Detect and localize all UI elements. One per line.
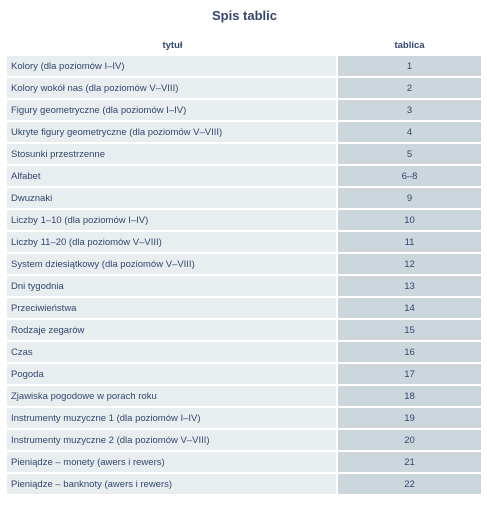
row-plate-number: 12 bbox=[338, 254, 481, 274]
row-plate-number: 1 bbox=[338, 56, 481, 76]
table-row bbox=[7, 166, 481, 186]
row-title: Figury geometryczne (dla poziomów I–IV) bbox=[7, 100, 338, 120]
column-header-title: tytuł bbox=[162, 40, 183, 51]
row-title: Pogoda bbox=[7, 364, 338, 384]
row-plate-number: 9 bbox=[338, 188, 481, 208]
row-title: Przeciwieństwa bbox=[7, 298, 338, 318]
row-title: Stosunki przestrzenne bbox=[7, 144, 338, 164]
row-plate-number: 19 bbox=[338, 408, 481, 428]
row-title: Pieniądze – banknoty (awers i rewers) bbox=[7, 474, 338, 494]
table-of-plates bbox=[7, 35, 481, 496]
table-row bbox=[7, 276, 481, 296]
table-row bbox=[7, 78, 481, 98]
row-title: Kolory wokół nas (dla poziomów V–VIII) bbox=[7, 78, 338, 98]
table-row bbox=[7, 342, 481, 362]
table-row bbox=[7, 298, 481, 318]
row-plate-number: 15 bbox=[338, 320, 481, 340]
row-plate-number: 2 bbox=[338, 78, 481, 98]
table-header-row bbox=[7, 37, 481, 54]
table-row bbox=[7, 430, 481, 450]
row-plate-number: 5 bbox=[338, 144, 481, 164]
row-title: Ukryte figury geometryczne (dla poziomów V–VIII) bbox=[7, 122, 338, 142]
table-row bbox=[7, 452, 481, 472]
row-title: System dziesiątkowy (dla poziomów V–VIII) bbox=[7, 254, 338, 274]
table-row bbox=[7, 56, 481, 76]
page-title: Spis tablic bbox=[211, 8, 278, 23]
row-plate-number: 17 bbox=[338, 364, 481, 384]
column-header-plate: tablica bbox=[394, 40, 425, 51]
table-body bbox=[7, 56, 481, 494]
row-plate-number: 14 bbox=[338, 298, 481, 318]
row-title: Dwuznaki bbox=[7, 188, 338, 208]
row-plate-number: 18 bbox=[338, 386, 481, 406]
table-row bbox=[7, 210, 481, 230]
row-title: Dni tygodnia bbox=[7, 276, 338, 296]
table-row bbox=[7, 474, 481, 494]
row-plate-number: 6–8 bbox=[338, 166, 481, 186]
row-plate-number: 10 bbox=[338, 210, 481, 230]
row-title: Instrumenty muzyczne 1 (dla poziomów I–IV) bbox=[7, 408, 338, 428]
row-plate-number: 20 bbox=[338, 430, 481, 450]
table-row bbox=[7, 232, 481, 252]
row-plate-number: 13 bbox=[338, 276, 481, 296]
row-title: Kolory (dla poziomów I–IV) bbox=[7, 56, 338, 76]
table-row bbox=[7, 100, 481, 120]
table-row bbox=[7, 408, 481, 428]
row-plate-number: 22 bbox=[338, 474, 481, 494]
row-plate-number: 3 bbox=[338, 100, 481, 120]
table-row bbox=[7, 122, 481, 142]
table-row bbox=[7, 364, 481, 384]
row-title: Rodzaje zegarów bbox=[7, 320, 338, 340]
row-title: Zjawiska pogodowe w porach roku bbox=[7, 386, 338, 406]
row-plate-number: 11 bbox=[338, 232, 481, 252]
row-plate-number: 4 bbox=[338, 122, 481, 142]
row-title: Liczby 1–10 (dla poziomów I–IV) bbox=[7, 210, 338, 230]
row-title: Alfabet bbox=[7, 166, 338, 186]
table-row bbox=[7, 320, 481, 340]
table-row bbox=[7, 386, 481, 406]
table-row bbox=[7, 188, 481, 208]
row-title: Liczby 11–20 (dla poziomów V–VIII) bbox=[7, 232, 338, 252]
table-row bbox=[7, 254, 481, 274]
row-plate-number: 16 bbox=[338, 342, 481, 362]
table-row bbox=[7, 144, 481, 164]
row-title: Pieniądze – monety (awers i rewers) bbox=[7, 452, 338, 472]
row-title: Instrumenty muzyczne 2 (dla poziomów V–VIII) bbox=[7, 430, 338, 450]
row-plate-number: 21 bbox=[338, 452, 481, 472]
row-title: Czas bbox=[7, 342, 338, 362]
